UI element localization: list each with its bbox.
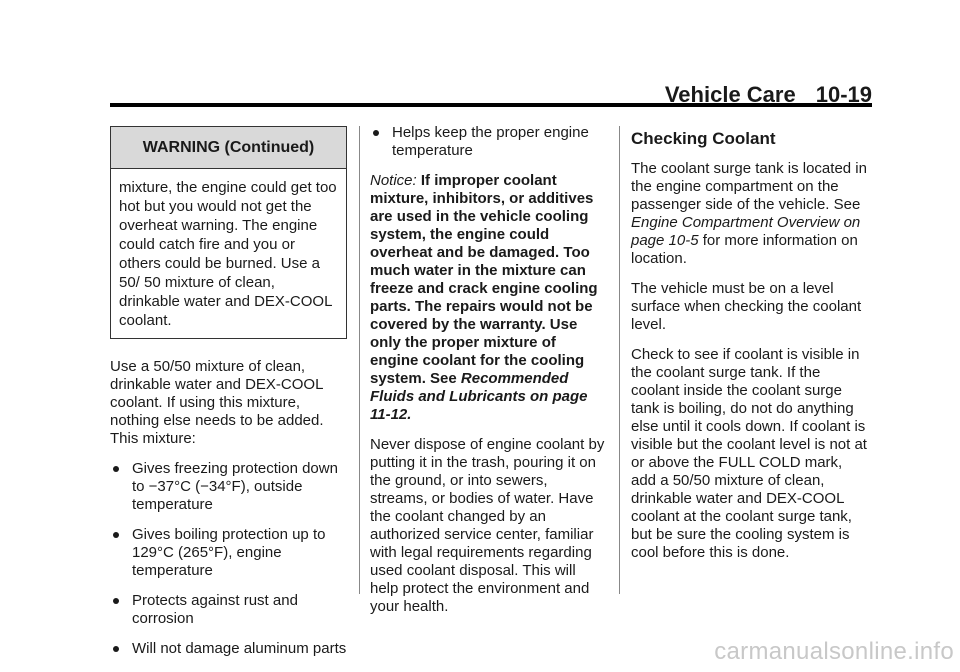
list-item: Gives freezing protection down to −37°C (−34°F), outside temperature <box>110 460 347 514</box>
bullet-icon <box>113 466 119 472</box>
section-title: Vehicle Care <box>664 82 796 107</box>
list-item: Protects against rust and corrosion <box>110 592 347 628</box>
engine-compartment-reference-link[interactable]: Engine Compartment Overview on page 10-5 <box>631 214 861 249</box>
list-item: Will not damage aluminum parts <box>110 640 347 658</box>
dispose-paragraph: Never dispose of engine coolant by putting it in the trash, pouring it on the ground, or into sewers, streams, or bodies of water. Have the coolant changed by an authorized service center, familiar with legal requirements regarding used coolant disposal. This will help protect the environment and your health. <box>370 436 605 615</box>
column-2 <box>370 124 608 628</box>
notice-label: Notice: <box>370 172 417 189</box>
column-divider-2 <box>619 126 620 594</box>
header-rule <box>110 103 872 107</box>
check-coolant-paragraph: Check to see if coolant is visible in the coolant surge tank. If the coolant inside the coolant surge tank is boiling, do not do anything else until it cools down. If coolant is visible but the coolant level is not at or above the FULL COLD mark, add a 50/50 mixture of clean, drinkable water and DEX-COOL coolant at the coolant surge tank, but be sure the cooling system is cool before this is done. <box>631 346 867 561</box>
warning-box <box>110 126 347 339</box>
notice-paragraph <box>370 172 608 424</box>
bullet-icon <box>373 130 379 136</box>
list-item: Helps keep the proper engine temperature <box>370 124 608 160</box>
surge-tank-paragraph: The coolant surge tank is located in the engine compartment on the passenger side of the vehicle. See Engine Compartment Overview on page 10-5 for more information on location. <box>631 160 867 267</box>
column-1 <box>110 126 347 670</box>
warning-text: mixture, the engine could get too hot but you would not get the overheat warning. The engine could catch fire and you or others could be burned. Use a 50/ 50 mixture of clean, drinkable water and DEX-COOL coolant. <box>119 179 337 329</box>
notice-reference-link[interactable]: Recommended Fluids and Lubricants on page 11-12. <box>370 370 588 423</box>
section-heading: Checking Coolant <box>631 129 776 148</box>
column-divider-1 <box>359 126 360 594</box>
mixture-intro: Use a 50/50 mixture of clean, drinkable water and DEX-COOL coolant. If using this mixture, nothing else needs to be added. This mixture: <box>110 358 324 447</box>
page-number: 10-19 <box>815 82 872 107</box>
warning-title: WARNING (Continued) <box>111 127 346 169</box>
continued-list <box>370 124 608 160</box>
level-surface-paragraph: The vehicle must be on a level surface when checking the coolant level. <box>631 280 862 333</box>
bullet-icon <box>113 598 119 604</box>
notice-text: If improper coolant mixture, inhibitors, or additives are used in the vehicle cooling system, the engine could overheat and be damaged. Too much water in the mixture can freeze and crack engine cooling parts. The repairs would not be covered by the warranty. Use only the proper mixture of engine coolant for the cooling system. See <box>370 172 598 387</box>
column-3 <box>631 128 871 574</box>
bullet-icon <box>113 646 119 652</box>
mixture-benefits-list <box>110 460 347 658</box>
bullet-icon <box>113 532 119 538</box>
watermark: carmanualsonline.info <box>714 638 954 665</box>
list-item: Gives boiling protection up to 129°C (265°F), engine temperature <box>110 526 347 580</box>
